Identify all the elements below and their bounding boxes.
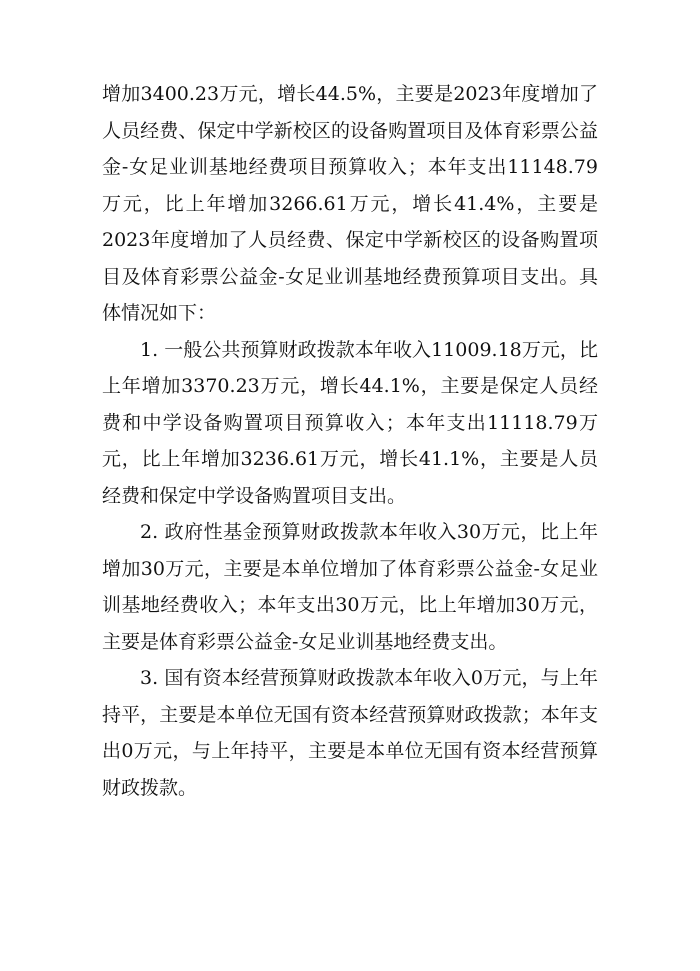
paragraph-item-1: 1. 一般公共预算财政拨款本年收入11009.18万元，比上年增加3370.23万元，增长44.1%，主要是保定人员经费和中学设备购置项目预算收入；本年支出11118.79万元，比上年增加3236.61万元，增长41.1%，主要是人员经费和保定中学设备购置项目支出。 [102,338,598,507]
document-body [102,76,598,806]
paragraph-item-3: 3. 国有资本经营预算财政拨款本年收入0万元，与上年持平，主要是本单位无国有资本经营预算财政拨款；本年支出0万元，与上年持平，主要是本单位无国有资本经营预算财政拨款。 [102,667,598,799]
paragraph-item-2: 2. 政府性基金预算财政拨款本年收入30万元，比上年增加30万元，主要是本单位增加了体育彩票公益金-女足业训基地经费收入；本年支出30万元，比上年增加30万元，主要是体育彩票公益金-女足业训基地经费支出。 [102,521,598,653]
paragraph-continuation: 增加3400.23万元，增长44.5%，主要是2023年度增加了人员经费、保定中学新校区的设备购置项目及体育彩票公益金-女足业训基地经费项目预算收入；本年支出11148.79万元，比上年增加3266.61万元，增长41.4%，主要是2023年度增加了人员经费、保定中学新校区的设备购置项目及体育彩票公益金-女足业训基地经费预算项目支出。具体情况如下： [102,83,598,324]
